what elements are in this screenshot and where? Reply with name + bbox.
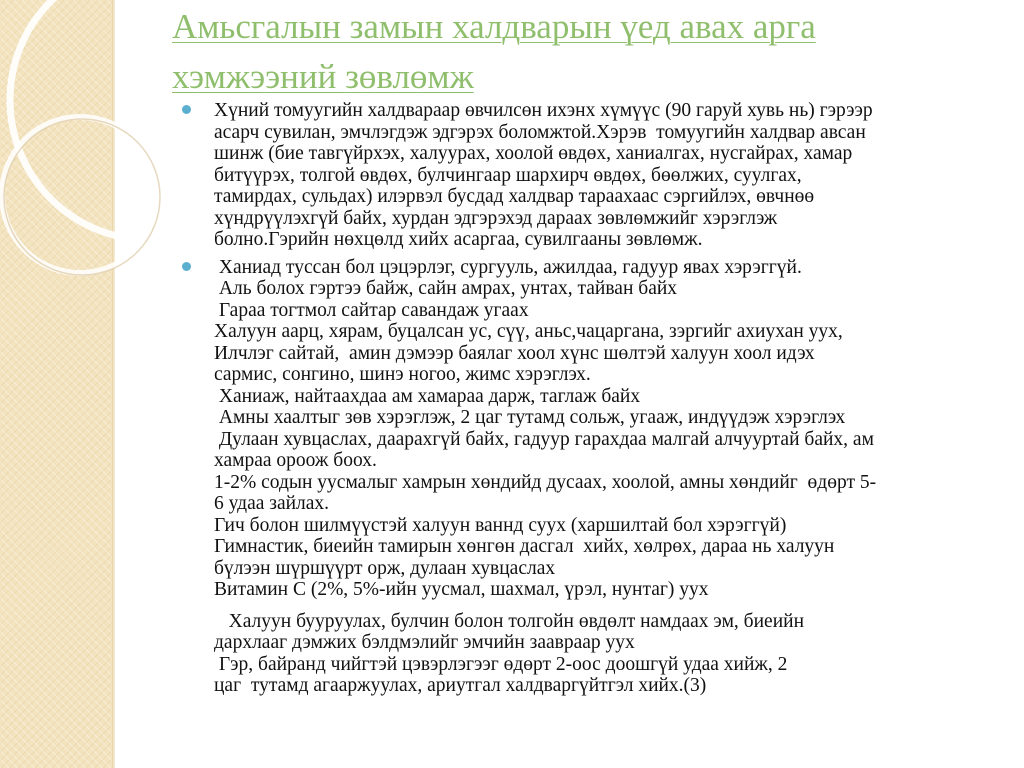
text-line: сармис, сонгино, шинэ ногоо, жимс хэрэглэх. <box>214 364 591 385</box>
text-line: Аль болох гэртээ байж, сайн амрах, унтах, тайван байх <box>214 278 678 299</box>
text-line: 1-2% содын уусмалыг хамрын хөндийд дусаах, хоолой, амны хөндийг өдөрт 5- <box>214 471 877 493</box>
paragraph-gap <box>214 601 990 611</box>
text-line: битүүрэх, толгой өвдөх, булчингаар шархирч өвдөх, бөөлжих, суулгах, <box>214 164 802 186</box>
text-line: Дулаан хувцаслах, даарахгүй байх, гадуур гарахдаа малгай алчууртай байх, ам <box>214 428 874 450</box>
text-line: дархлааг дэмжих бэлдмэлийг эмчийн заавраар уух <box>214 632 635 653</box>
slide-body <box>178 100 990 701</box>
text-line: Гимнастик, биеийн тамирын хөнгөн дасгал хийх, хөлрөх, дараа нь халуун <box>214 536 835 557</box>
text-line: Гич болон шилмүүстэй халуун ваннд суух (харшилтай бол хэрэггүй) <box>214 514 787 536</box>
text-line: 6 удаа зайлах. <box>214 493 330 514</box>
text-line: Гэр, байранд чийгтэй цэвэрлэгээг өдөрт 2-оос доошгүй удаа хийж, 2 <box>214 653 788 675</box>
text-line: тамирдах, сульдах) илэрвэл бусдад халдвар тараахаас сэргийлэх, өвчнөө <box>214 186 815 207</box>
text-line: шинж (бие тавгүйрхэх, халуурах, хоолой өвдөх, ханиалгах, нусгайрах, хамар <box>214 143 853 164</box>
text-line: болно.Гэрийн нөхцөлд хийх асаргаа, сувилгааны зөвлөмж. <box>214 229 703 250</box>
text-line: Халуун аарц, хярам, буцалсан ус, сүү, аньс,чацаргана, зэргийг ахиухан уух, <box>214 321 843 342</box>
slide-title <box>172 2 992 102</box>
slide-title-line-1: Амьсгалын замын халдварын үед авах арга <box>172 7 816 46</box>
text-line: хамраа ороож боох. <box>214 450 377 471</box>
text-line: Ханиад туссан бол цэцэрлэг, сургууль, ажилдаа, гадуур явах хэрэггүй. <box>214 256 802 278</box>
bullet-dot-icon <box>182 262 191 271</box>
bullet-dot-icon <box>182 105 191 114</box>
text-line: Ханиаж, найтаахдаа ам хамараа дарж, таглаж байх <box>214 385 641 407</box>
text-line: Хүний томуугийн халдвараар өвчилсөн ихэнх хүмүүс (90 гаруй хувь нь) гэрээр <box>214 100 873 121</box>
text-line: Халуун бууруулах, булчин болон толгойн өвдөлт намдаах эм, биеийн <box>214 610 804 632</box>
text-line: Гараа тогтмол сайтар савандаж угаах <box>214 299 529 321</box>
text-line: асарч сувилан, эмчлэгдэж эдгэрэх боломжтой.Хэрэв томуугийн халдвар авсан <box>214 121 866 143</box>
text-line: цаг тутамд агааржуулах, ариутгал халдваргүйтгэл хийх.(3) <box>214 675 707 696</box>
slide-title-line-2: хэмжээний зөвлөмж <box>172 57 474 96</box>
text-line: Амны хаалтыг зөв хэрэглэж, 2 цаг тутамд сольж, угааж, индүүдэж хэрэглэх <box>214 407 846 428</box>
bullet-item-recommendations <box>178 257 990 697</box>
text-line: бүлээн шүршүүрт орж, дулаан хувцаслах <box>214 557 556 579</box>
text-line: хүндрүүлэхгүй байх, хурдан эдгэрэхэд дараах зөвлөмжийг хэрэглэж <box>214 207 778 229</box>
text-line: Илчлэг сайтай, амин дэмээр баялаг хоол хүнс шөлтэй халуун хоол идэх <box>214 342 815 364</box>
bullet-item-home-care <box>178 100 990 251</box>
text-line: Витамин С (2%, 5%-ийн уусмал, шахмал, үрэл, нунтаг) уух <box>214 579 709 600</box>
decorative-rings <box>0 0 200 320</box>
